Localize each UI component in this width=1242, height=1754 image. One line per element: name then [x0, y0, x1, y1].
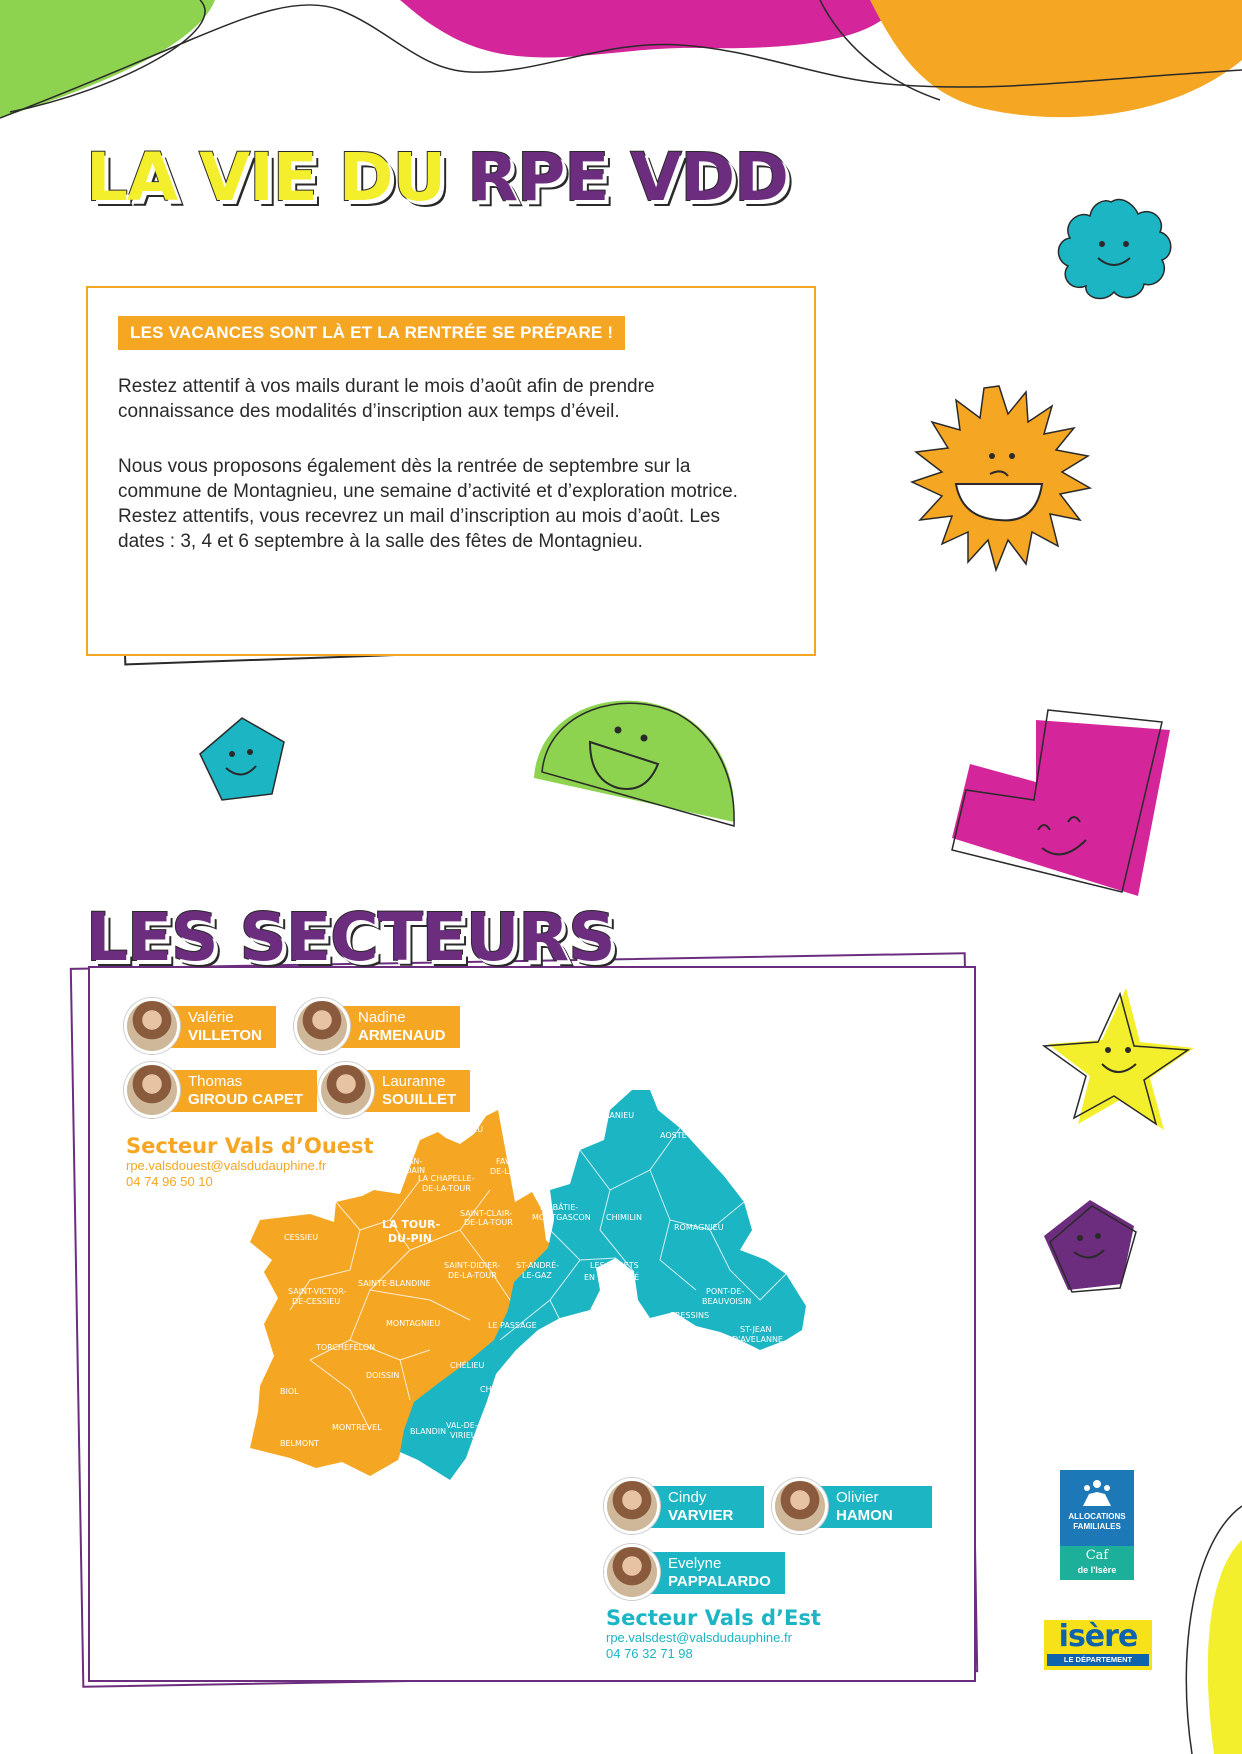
person-card	[124, 1062, 314, 1116]
person-first-name: Olivier	[836, 1489, 879, 1506]
map-label: VAL-DE-	[446, 1421, 478, 1430]
map-label: DE-LA-TOUR	[490, 1167, 539, 1176]
isere-logo	[1044, 1620, 1152, 1670]
bottom-right-yellow-arc-decoration	[1180, 1500, 1242, 1754]
teal-flower-icon	[1056, 196, 1176, 306]
sectors-title: LES SECTEURS	[86, 899, 615, 976]
map-label: ONDRAS	[556, 1343, 591, 1352]
map-label: EN DAUPHINÉ	[584, 1273, 640, 1282]
caf-sub: de l'Isère	[1077, 1565, 1117, 1575]
map-label: DE-VAULSERRE	[762, 1358, 823, 1367]
map-label: BLANDIN	[410, 1427, 447, 1436]
yellow-star-icon	[1040, 984, 1200, 1134]
map-label: VIRIEU	[450, 1431, 477, 1440]
person-tag	[644, 1552, 785, 1594]
person-card	[772, 1478, 932, 1532]
map-label: DE-CESSIEU	[292, 1297, 341, 1306]
map-label: ROMAGNIEU	[674, 1223, 724, 1232]
map-label: MONTGASCON	[532, 1213, 591, 1222]
map-label: SAINT-CLAIR-	[460, 1209, 513, 1218]
person-last-name: VARVIER	[668, 1507, 734, 1524]
person-tag	[644, 1486, 764, 1528]
info-paragraph-2: Nous vous proposons également dès la rentrée de septembre sur la commune de Montagnieu, une semaine d’activité et d’exploration motrice. Restez attentifs, vous recevrez un mail d’inscription au mois d’août. Les dates : 3, 4 et 6 septembre à la salle des fêtes de Montagnieu.	[118, 456, 738, 552]
map-label: ST-ANDRÉ-	[516, 1261, 560, 1270]
map-label: AOSTE	[660, 1131, 687, 1140]
west-sector-email[interactable]: rpe.valsdouest@valsdudauphine.fr	[126, 1158, 327, 1173]
person-tag	[164, 1070, 317, 1112]
avatar	[124, 998, 180, 1054]
map-label: PRESSINS	[670, 1311, 710, 1320]
map-label: LE PASSAGE	[488, 1321, 537, 1330]
map-label: BELMONT	[280, 1439, 320, 1448]
person-first-name: Cindy	[668, 1489, 707, 1506]
person-last-name: SOUILLET	[382, 1091, 457, 1108]
magenta-l-shape-icon	[944, 700, 1174, 900]
person-first-name: Lauranne	[382, 1073, 446, 1090]
avatar	[772, 1478, 828, 1534]
map-label: DE-LA-TOUR	[448, 1271, 497, 1280]
caf-line-2: FAMILIALES	[1073, 1522, 1121, 1531]
person-card	[604, 1544, 774, 1598]
map-label: DE-LA-TOUR	[422, 1184, 471, 1193]
person-card	[318, 1062, 478, 1116]
map-label: D'AVELANNE	[732, 1335, 783, 1344]
map-label: LA BÂTIE-	[540, 1203, 579, 1212]
map-label: GRANIEU	[598, 1111, 635, 1120]
avatar	[124, 1062, 180, 1118]
person-first-name: Thomas	[188, 1073, 243, 1090]
map-label: DOISSIN	[366, 1371, 400, 1380]
avatar	[604, 1544, 660, 1600]
map-label: SAINT-DIDIER-	[444, 1261, 501, 1270]
map-label: BEAUVOISIN	[702, 1297, 752, 1306]
avatar	[604, 1478, 660, 1534]
map-label: CHÉLIEU	[450, 1361, 485, 1370]
page-title-part1: LA VIE DU	[86, 139, 446, 216]
caf-logo-top	[1060, 1470, 1134, 1546]
map-label: SAINT-	[560, 1333, 587, 1342]
map-label: DE-VAULSERRE	[746, 1380, 807, 1389]
caf-logo-bottom	[1060, 1546, 1134, 1580]
map-label: CHIMILIN	[606, 1213, 643, 1222]
person-last-name: VILLETON	[188, 1027, 262, 1044]
isere-word: isère	[1058, 1619, 1138, 1654]
east-sector-email[interactable]: rpe.valsdest@valsdudauphine.fr	[606, 1630, 792, 1645]
west-sector-phone: 04 74 96 50 10	[126, 1174, 213, 1189]
page-title-part2: RPE VDD	[467, 139, 789, 216]
person-first-name: Evelyne	[668, 1555, 722, 1572]
person-first-name: Valérie	[188, 1009, 234, 1026]
map-label: SAINTE-BLANDINE	[358, 1279, 431, 1288]
family-icon	[1079, 1478, 1115, 1508]
map-label: LA TOUR-	[382, 1218, 441, 1231]
caf-logo	[1060, 1470, 1134, 1580]
info-paragraph-1: Restez attentif à vos mails durant le mois d’août afin de prendre connaissance des modalités d’inscription aux temps d’éveil.	[118, 376, 655, 422]
person-card	[604, 1478, 764, 1532]
map-label: TORCHEFELON	[316, 1343, 376, 1352]
orange-sun-icon	[904, 384, 1094, 574]
map-label: LES ABRETS	[590, 1261, 639, 1270]
map-label: MONTAGNIEU	[386, 1319, 441, 1328]
info-badge: LES VACANCES SONT LÀ ET LA RENTRÉE SE PRÉPARE !	[118, 316, 625, 350]
map-label: CHASSIGNIEU	[480, 1385, 536, 1394]
info-card	[86, 286, 816, 656]
map-label: LA CHAPELLE-	[418, 1174, 475, 1183]
person-tag	[812, 1486, 932, 1528]
caf-line-1: ALLOCATIONS	[1068, 1512, 1126, 1521]
map-label: DOLOMIEU	[440, 1125, 484, 1134]
map-label: PONT-DE-	[706, 1287, 745, 1296]
map-label: ST-MARTIN-	[750, 1371, 796, 1380]
purple-pentagon-icon	[1040, 1196, 1140, 1296]
person-tag	[164, 1006, 276, 1048]
east-sector-name: Secteur Vals d’Est	[606, 1606, 821, 1630]
map-label: ST-JEAN	[740, 1325, 772, 1334]
person-last-name: PAPPALARDO	[668, 1573, 771, 1590]
person-card	[124, 998, 284, 1052]
caf-name: Caf	[1085, 1548, 1109, 1563]
green-half-circle-icon	[528, 694, 748, 830]
person-tag	[358, 1070, 470, 1112]
teal-pentagon-icon	[194, 712, 290, 808]
map-label: FAVERGES-	[496, 1157, 541, 1166]
top-wave-decoration	[0, 0, 1242, 130]
person-tag	[334, 1006, 460, 1048]
east-sector-phone: 04 76 32 71 98	[606, 1646, 693, 1661]
map-label: DU-PIN	[388, 1232, 432, 1245]
map-label: VALENCOGNE	[494, 1413, 550, 1422]
map-label: SAINT-JEAN-	[374, 1157, 423, 1166]
person-last-name: ARMENAUD	[358, 1027, 446, 1044]
person-last-name: HAMON	[836, 1507, 893, 1524]
avatar	[318, 1062, 374, 1118]
person-last-name: GIROUD CAPET	[188, 1091, 304, 1108]
person-first-name: Nadine	[358, 1009, 406, 1026]
page-title	[86, 138, 788, 218]
person-card	[294, 998, 454, 1052]
map-label: MONTREVEL	[332, 1423, 382, 1432]
west-sector-name: Secteur Vals d’Ouest	[126, 1134, 374, 1158]
map-label: CESSIEU	[284, 1233, 319, 1242]
avatar	[294, 998, 350, 1054]
map-label: ST-ALBIN	[770, 1349, 806, 1358]
map-label: DE-LA-TOUR	[464, 1218, 513, 1227]
map-label: SAINT-VICTOR-	[288, 1287, 347, 1296]
map-label: DE-SOUDAIN	[374, 1166, 426, 1175]
map-label: ROCHETOIRIN	[332, 1182, 388, 1191]
map-label: BIOL	[280, 1387, 299, 1396]
isere-sub: LE DÉPARTEMENT	[1047, 1654, 1149, 1666]
map-label: LE-GAZ	[522, 1271, 552, 1280]
